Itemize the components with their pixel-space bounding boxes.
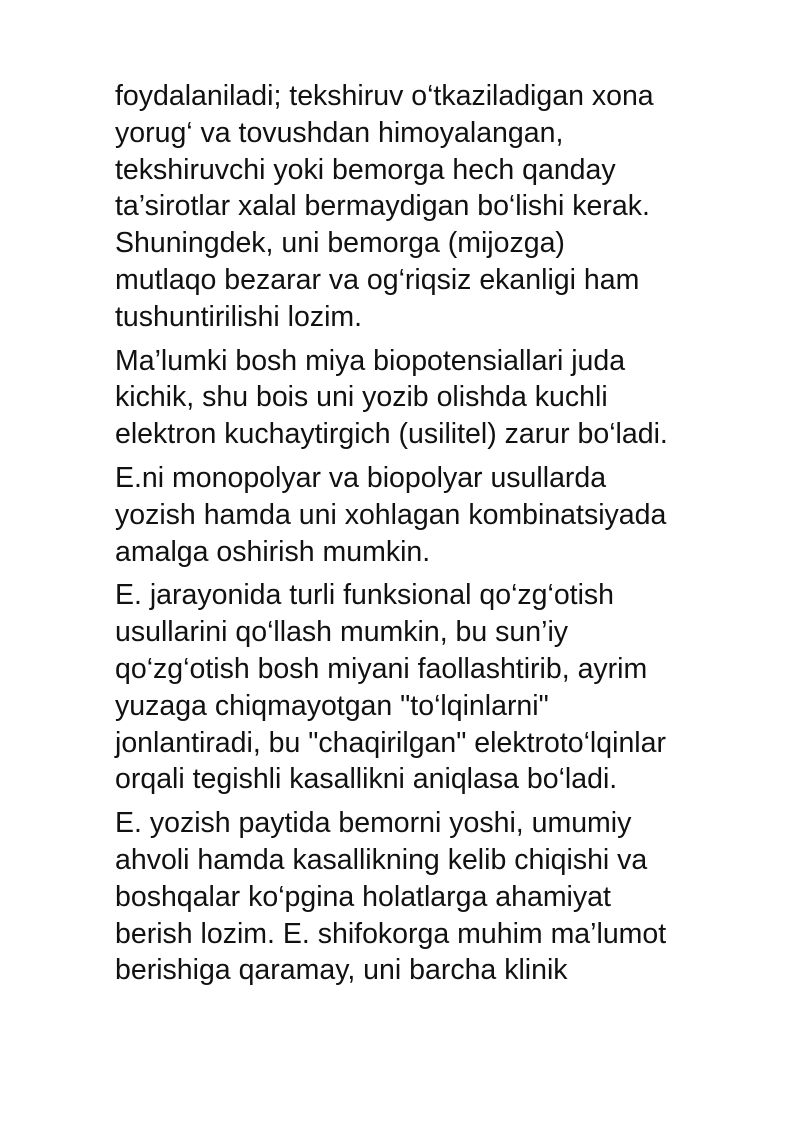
text-line: ahvoli hamda kasallikning kelib chiqishi va xyxy=(115,843,648,876)
text-line: berishiga qaramay, uni barcha klinik xyxy=(115,954,568,987)
text-line: elektron kuchaytirgich (usilitel) zarur bo‘ladi. xyxy=(115,418,668,451)
text-line: foydalaniladi; tekshiruv o‘tkaziladigan xona xyxy=(115,80,654,112)
text-line: usullarini qo‘llash mumkin, bu sun’iy xyxy=(115,616,569,649)
text-line: Ma’lumki bosh miya biopotensiallari juda xyxy=(115,344,626,377)
paragraph-5 xyxy=(115,805,775,989)
text-line: E. jarayonida turli funksional qo‘zg‘otish xyxy=(115,579,615,612)
text-line: kichik, shu bois uni yozib olishda kuchli xyxy=(115,381,608,414)
text-line: yorug‘ va tovushdan himoyalangan, xyxy=(115,116,564,149)
paragraph-4 xyxy=(115,577,775,798)
text-line: orqali tegishli kasallikni aniqlasa bo‘ladi. xyxy=(115,763,618,796)
text-line: E.ni monopolyar va biopolyar usullarda xyxy=(115,461,607,494)
paragraph-2 xyxy=(115,343,775,453)
text-line: boshqalar ko‘pgina holatlarga ahamiyat xyxy=(115,880,611,913)
text-line: amalga oshirish mumkin. xyxy=(115,535,431,568)
text-line: E. yozish paytida bemorni yoshi, umumiy xyxy=(115,807,632,840)
text-line: qo‘zg‘otish bosh miyani faollashtirib, ayrim xyxy=(115,652,648,685)
document-body xyxy=(115,78,775,996)
text-line: berish lozim. E. shifokorga muhim ma’lumot xyxy=(115,917,667,950)
text-line: jonlantiradi, bu "chaqirilgan" elektroto‘lqinlar xyxy=(115,726,666,759)
text-line: mutlaqo bezarar va og‘riqsiz ekanligi ham xyxy=(115,263,640,296)
paragraph-3 xyxy=(115,460,775,570)
text-line: tushuntirilishi lozim. xyxy=(115,300,363,333)
text-line: ta’sirotlar xalal bermaydigan bo‘lishi kerak. xyxy=(115,190,650,223)
text-line: Shuningdek, uni bemorga (mijozga) xyxy=(115,227,565,260)
text-line: yuzaga chiqmayotgan "to‘lqinlarni" xyxy=(115,689,549,722)
text-line: yozish hamda uni xohlagan kombinatsiyada xyxy=(115,498,667,531)
paragraph-1 xyxy=(115,78,775,336)
text-line: tekshiruvchi yoki bemorga hech qanday xyxy=(115,153,616,186)
